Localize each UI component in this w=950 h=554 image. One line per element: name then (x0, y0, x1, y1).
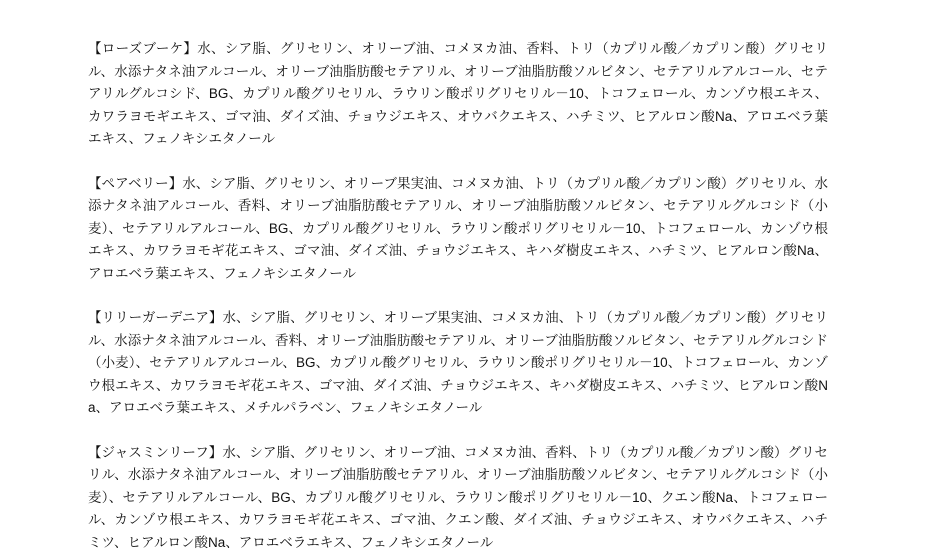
ingredients-paragraph-rose-bouquet: 【ローズブーケ】水、シア脂、グリセリン、オリーブ油、コメヌカ油、香料、トリ（カプリル酸／カプリン酸）グリセリル、水添ナタネ油アルコール、オリーブ油脂肪酸セテアリル、オリーブ油脂肪酸ソルビタン、セテアリルアルコール、セテアリルグルコシド、BG、カプリル酸グリセリル、ラウリン酸ポリグリセリル－10、トコフェロール、カンゾウ根エキス、カワラヨモギエキス、ゴマ油、ダイズ油、チョウジエキス、オウバクエキス、ハチミツ、ヒアルロン酸Na、アロエベラ葉エキス、フェノキシエタノール (88, 38, 828, 151)
ingredients-paragraph-lily-gardenia: 【リリーガーデニア】水、シア脂、グリセリン、オリーブ果実油、コメヌカ油、トリ（カプリル酸／カプリン酸）グリセリル、水添ナタネ油アルコール、香料、オリーブ油脂肪酸セテアリル、オリーブ油脂肪酸ソルビタン、セテアリルグルコシド（小麦）、セテアリルアルコール、BG、カプリル酸グリセリル、ラウリン酸ポリグリセリル－10、トコフェロール、カンゾウ根エキス、カワラヨモギ花エキス、ゴマ油、ダイズ油、チョウジエキス、キハダ樹皮エキス、ハチミツ、ヒアルロン酸Na、アロエベラ葉エキス、メチルパラベン、フェノキシエタノール (88, 307, 828, 420)
ingredients-paragraph-pear-berry: 【ペアベリー】水、シア脂、グリセリン、オリーブ果実油、コメヌカ油、トリ（カプリル酸／カプリン酸）グリセリル、水添ナタネ油アルコール、香料、オリーブ油脂肪酸セテアリル、オリーブ油脂肪酸ソルビタン、セテアリルグルコシド（小麦）、セテアリルアルコール、BG、カプリル酸グリセリル、ラウリン酸ポリグリセリル－10、トコフェロール、カンゾウ根エキス、カワラヨモギ花エキス、ゴマ油、ダイズ油、チョウジエキス、キハダ樹皮エキス、ハチミツ、ヒアルロン酸Na、アロエベラ葉エキス、フェノキシエタノール (88, 173, 828, 286)
ingredients-paragraph-jasmine-leaf: 【ジャスミンリーフ】水、シア脂、グリセリン、オリーブ油、コメヌカ油、香料、トリ（カプリル酸／カプリン酸）グリセリル、水添ナタネ油アルコール、オリーブ油脂肪酸セテアリル、オリーブ油脂肪酸ソルビタン、セテアリルグルコシド（小麦）、セテアリルアルコール、BG、カプリル酸グリセリル、ラウリン酸ポリグリセリル－10、クエン酸Na、トコフェロール、カンゾウ根エキス、カワラヨモギ花エキス、ゴマ油、クエン酸、ダイズ油、チョウジエキス、オウバクエキス、ハチミツ、ヒアルロン酸Na、アロエベラエキス、フェノキシエタノール (88, 442, 828, 554)
